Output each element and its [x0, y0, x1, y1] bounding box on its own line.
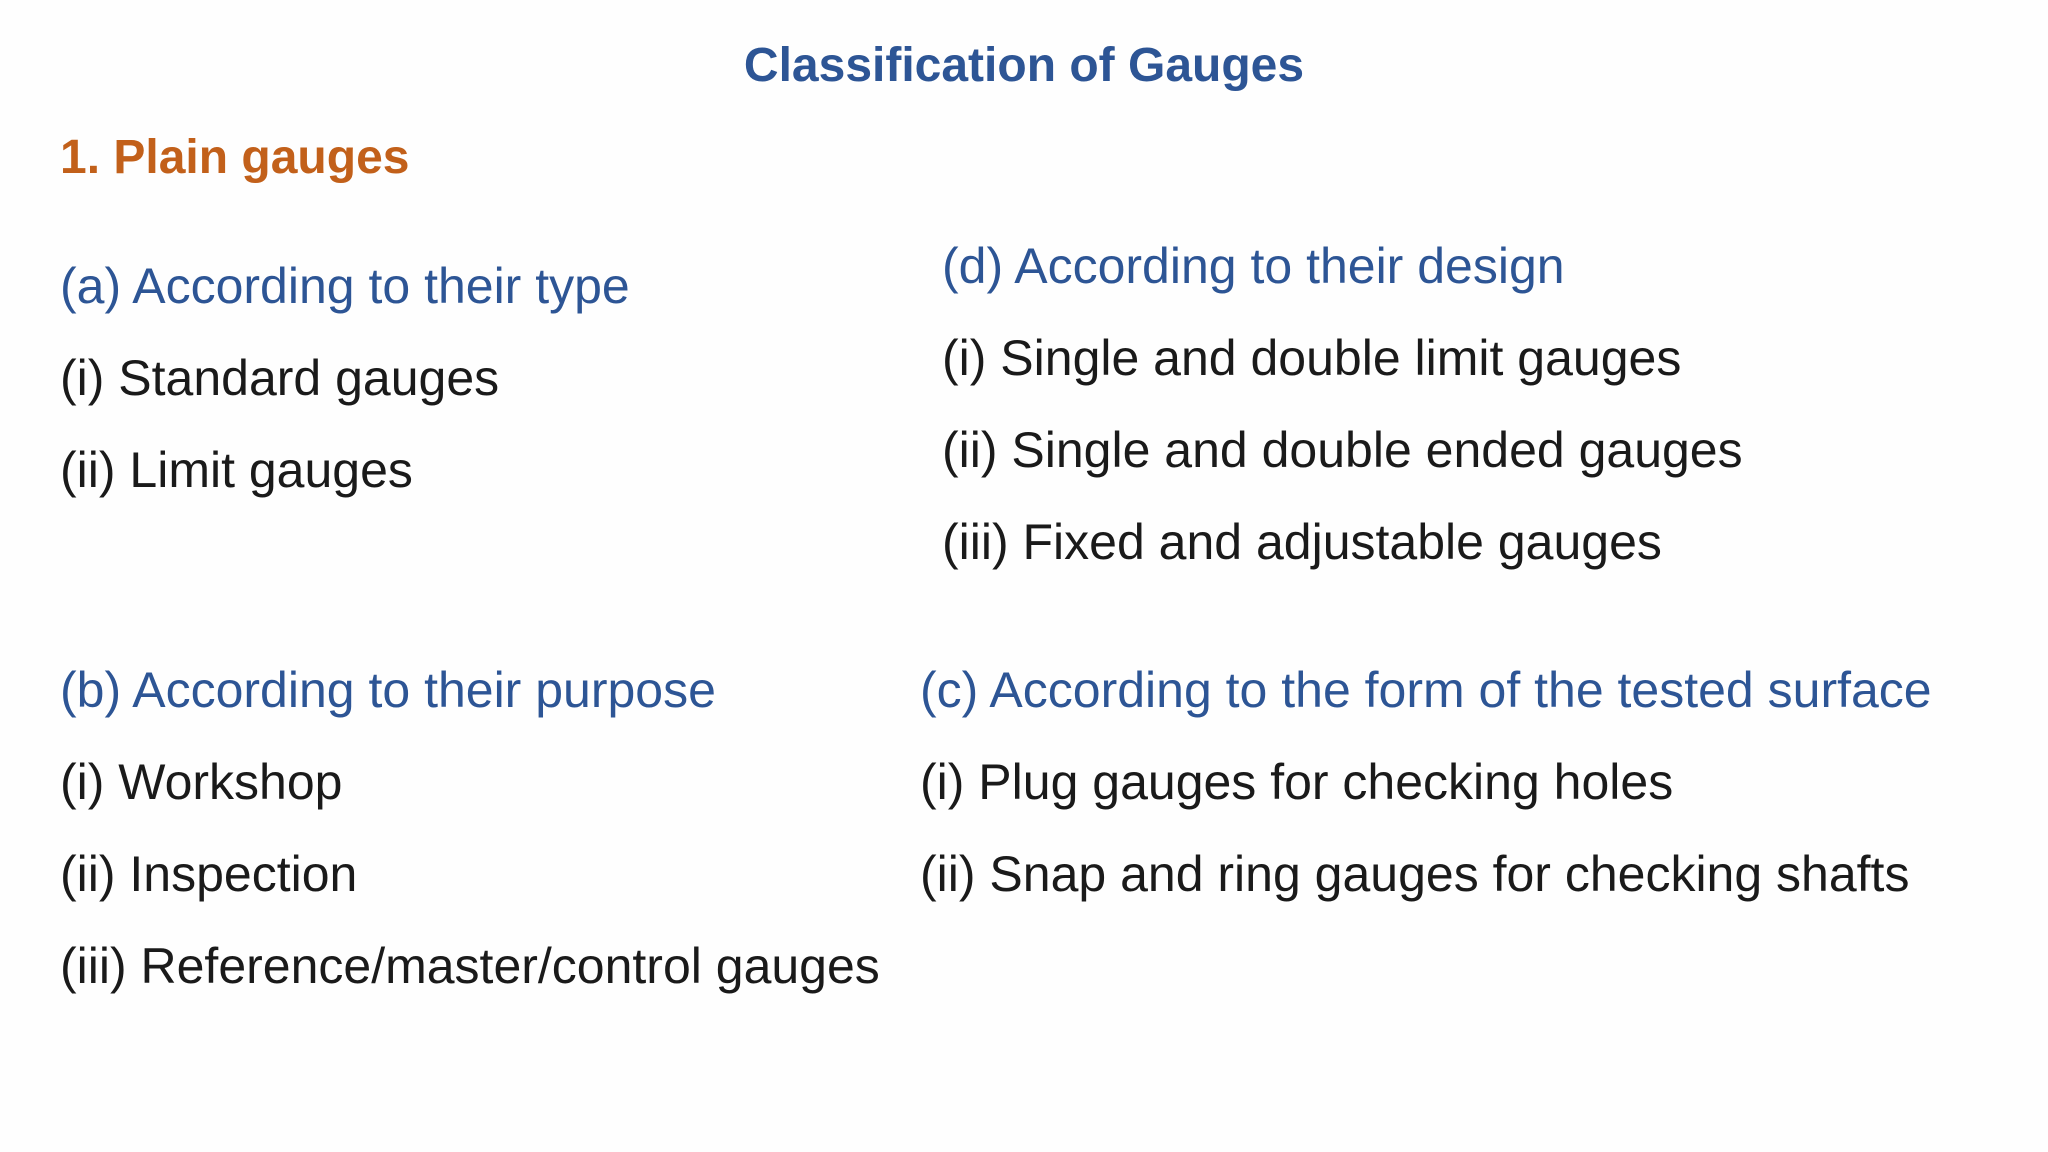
group-design [942, 220, 1743, 588]
list-item: (i) Plug gauges for checking holes [920, 754, 1674, 810]
list-item: (ii) Snap and ring gauges for checking shafts [920, 846, 1910, 902]
list-item: (iii) Fixed and adjustable gauges [942, 514, 1662, 570]
group-surface-form [920, 644, 1932, 920]
group-heading-design: (d) According to their design [942, 238, 1565, 294]
group-heading-purpose: (b) According to their purpose [60, 662, 716, 718]
group-type [60, 240, 630, 516]
list-item: (i) Standard gauges [60, 350, 500, 406]
group-heading-surface-form: (c) According to the form of the tested surface [920, 662, 1932, 718]
group-purpose [60, 644, 880, 1012]
list-item: (i) Single and double limit gauges [942, 330, 1682, 386]
group-heading-type: (a) According to their type [60, 258, 630, 314]
list-item: (ii) Inspection [60, 846, 358, 902]
list-item: (ii) Single and double ended gauges [942, 422, 1743, 478]
list-item: (iii) Reference/master/control gauges [60, 938, 880, 994]
slide-title: Classification of Gauges [743, 39, 1305, 92]
list-item: (i) Workshop [60, 754, 343, 810]
section-heading: 1. Plain gauges [60, 131, 410, 184]
list-item: (ii) Limit gauges [60, 442, 413, 498]
